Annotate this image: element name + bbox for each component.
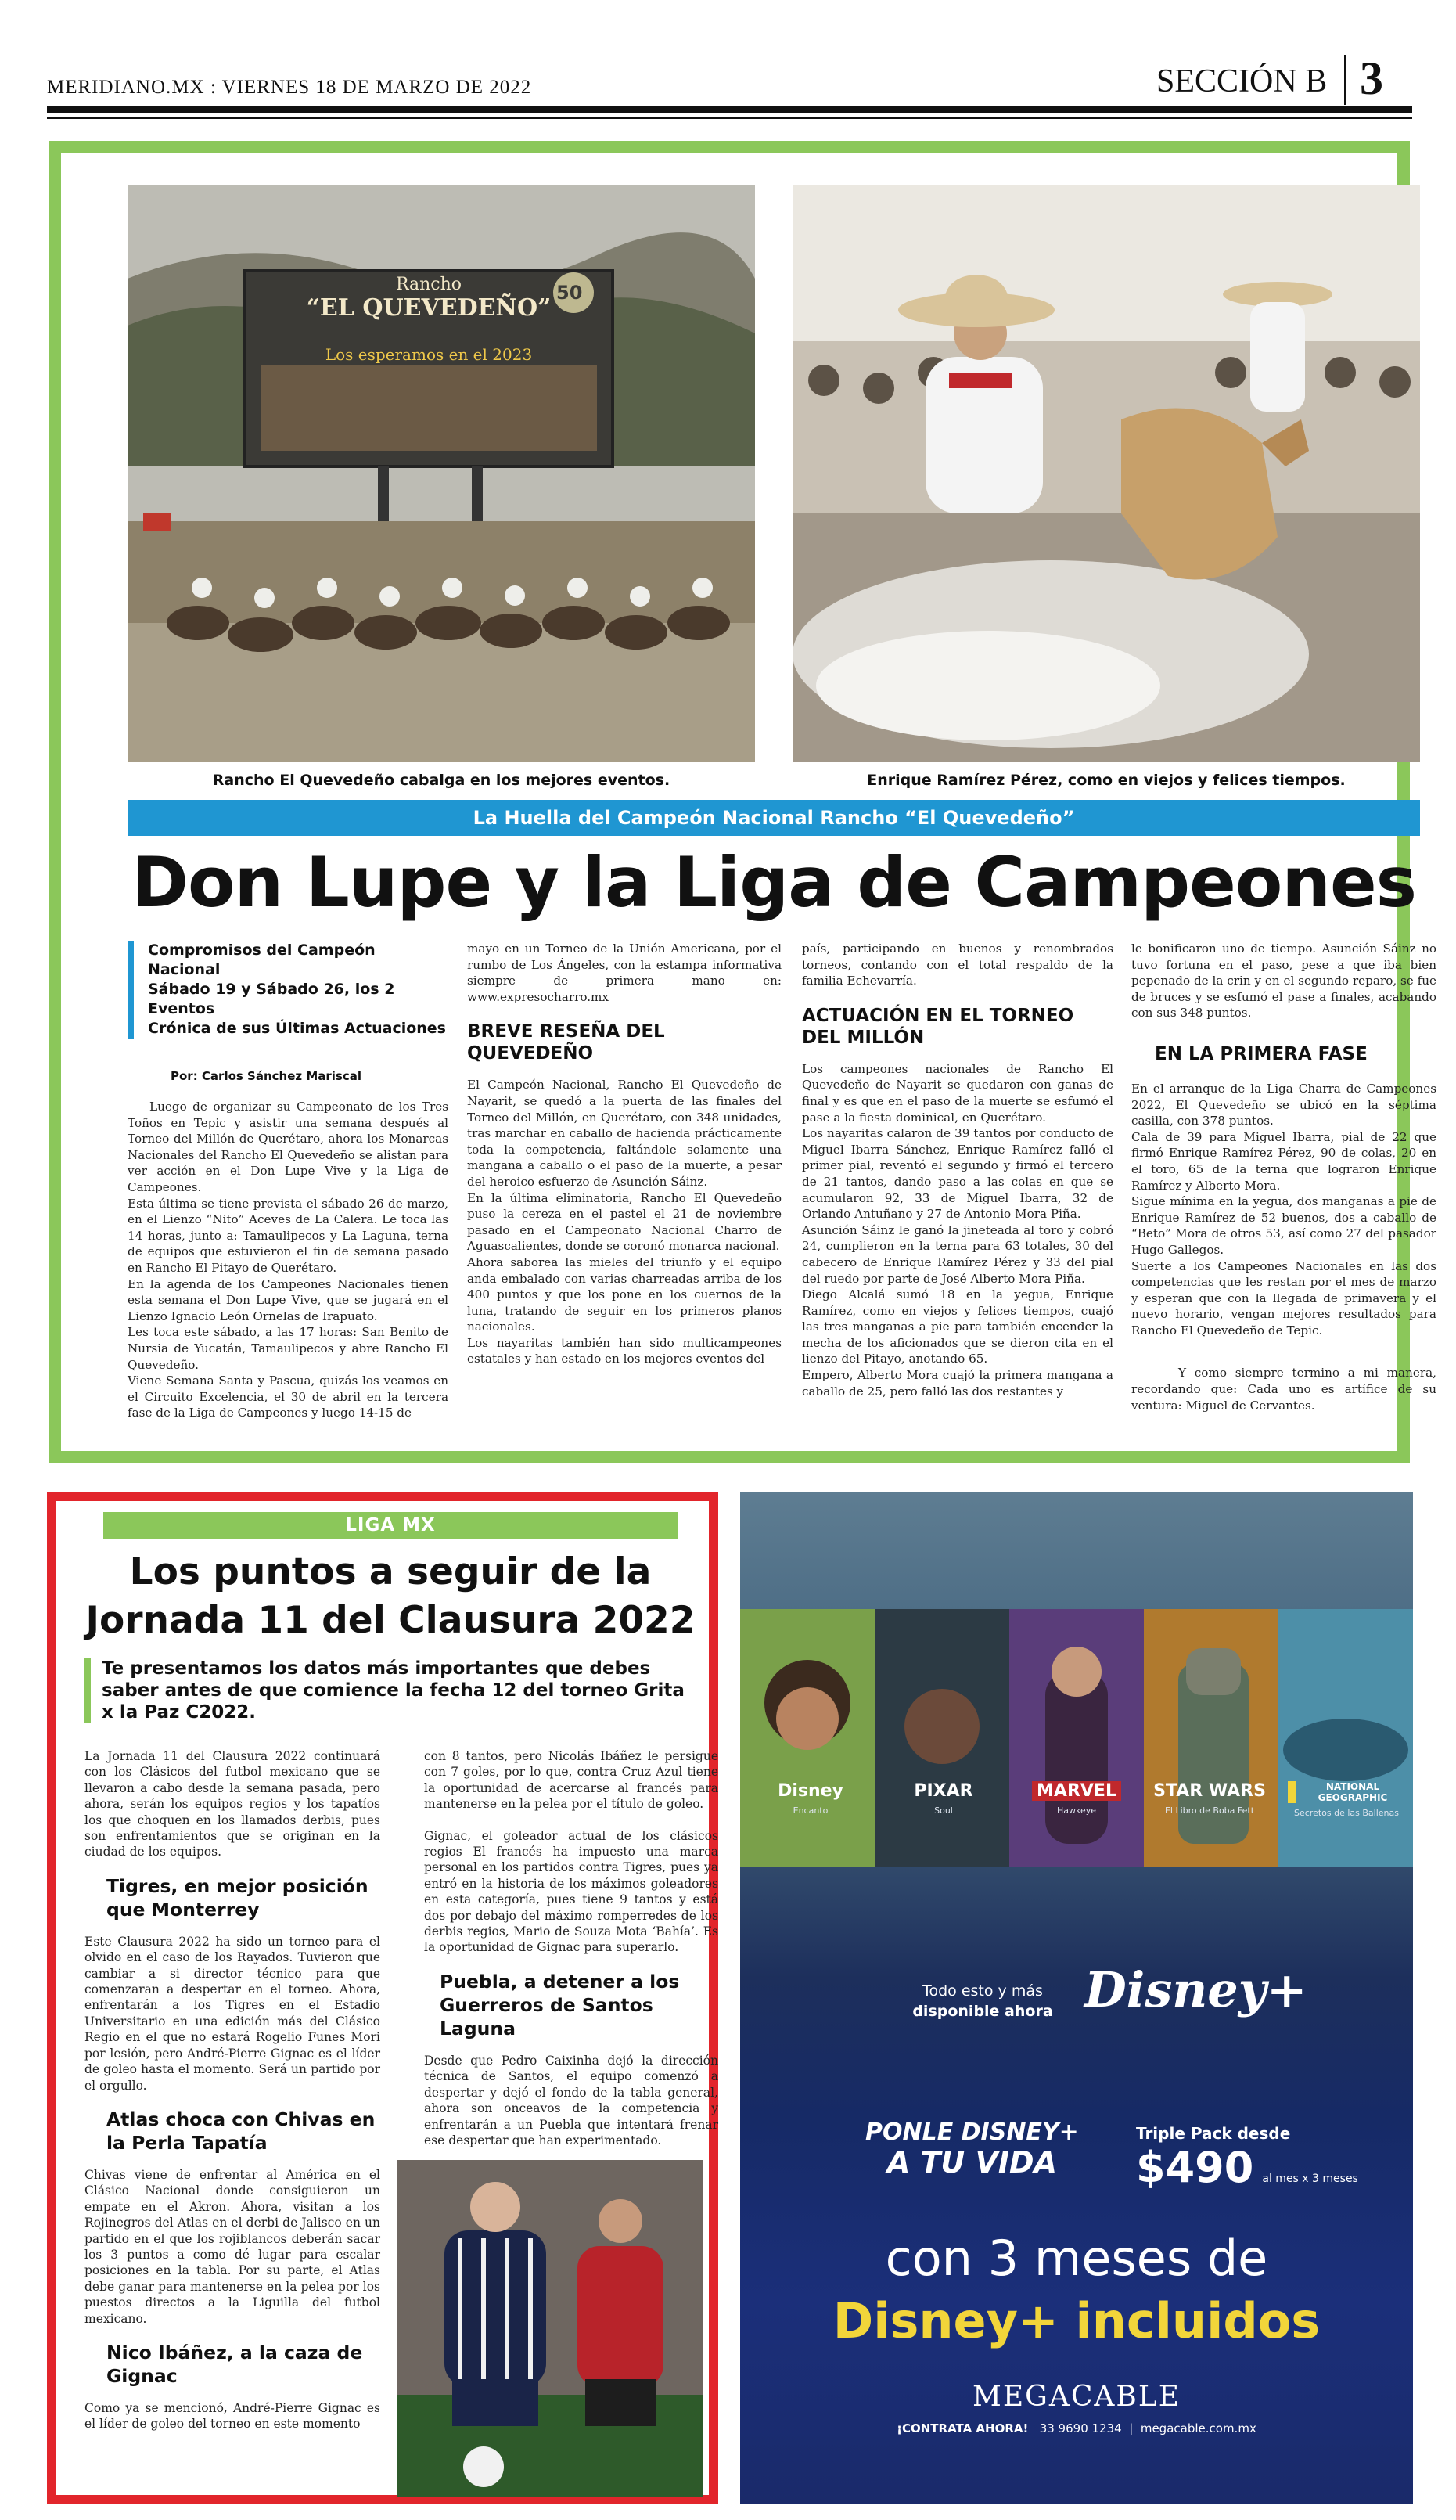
brand-name: PIXAR bbox=[914, 1781, 973, 1801]
paragraph: mayo en un Torneo de la Unión Americana, por el rumbo de Los Ángeles, con la estampa informativa siempre de primera mano en: www.expresocharro.mx bbox=[467, 941, 782, 1004]
photo-charro-rider bbox=[793, 185, 1420, 762]
photo1-caption: Rancho El Quevedeño cabalga en los mejores eventos. bbox=[212, 772, 670, 789]
section-label: SECCIÓN B bbox=[1156, 63, 1328, 99]
sign-line-3: Los esperamos en el 2023 bbox=[325, 345, 533, 364]
offer-line-1: con 3 meses de bbox=[885, 2230, 1268, 2287]
subheading-puebla: Puebla, a detener a los Guerreros de Santos Laguna bbox=[440, 1970, 680, 2039]
paragraph: Les toca este sábado, a las 17 horas: San Benito de Nursia de Yucatán, Tamaulipecos y abre Rancho El Quevedeño. bbox=[128, 1325, 448, 1372]
kicker-line-1: Compromisos del Campeón Nacional bbox=[148, 941, 376, 978]
subheading-atlas: Atlas choca con Chivas en la Perla Tapatía bbox=[106, 2108, 376, 2154]
header-rule-thin bbox=[47, 117, 1412, 119]
paragraph-closing: Y como siempre termino a mi manera, recordando que: Cada uno es artífice de su ventura: Miguel de Cervantes. bbox=[1131, 1366, 1436, 1413]
photo1-illustration bbox=[128, 185, 755, 762]
brand-title: Encanto bbox=[793, 1805, 829, 1816]
publication-date: MERIDIANO.MX : VIERNES 18 DE MARZO DE 2022 bbox=[47, 77, 532, 98]
paragraph: Esta última se tiene prevista el sábado 26 de marzo, en el Lienzo “Nito” Aceves de La Calera. Le toca las 14 horas, junto a: Tamaulipecos y La Laguna, terna de equipos que estuvieron el fin de semana pasado en Rancho El Pitayo de Querétaro. bbox=[128, 1196, 448, 1275]
sign-badge: 50 bbox=[556, 282, 583, 304]
page-header bbox=[0, 0, 1456, 125]
slogan-line-2: A TU VIDA bbox=[886, 2145, 1057, 2180]
subheading-primera-fase: EN LA PRIMERA FASE bbox=[1155, 1043, 1368, 1064]
brand-title: Secretos de las Ballenas bbox=[1294, 1808, 1399, 1818]
kicker-line-3: Crónica de sus Últimas Actuaciones bbox=[148, 1020, 446, 1037]
ad-offer bbox=[740, 2227, 1413, 2353]
paragraph: Los campeones nacionales de Rancho El Quevedeño de Nayarit se quedaron con ganas de final y es que en el paso de la muerte se esfumó el pase a la fiesta dominical, en Querétaro. bbox=[802, 1061, 1113, 1125]
paragraph: En el arranque de la Liga Charra de Campeones 2022, El Quevedeño se ubicó en la séptima casilla, con 378 puntos. bbox=[1131, 1081, 1436, 1129]
liga-headline: Los puntos a seguir de la Jornada 11 del Clausura 2022 bbox=[85, 1550, 696, 1642]
liga-mx-article bbox=[47, 1492, 718, 2504]
subheading-millon: ACTUACIÓN EN EL TORNEO DEL MILLÓN bbox=[802, 1005, 1074, 1048]
ad-contact: ¡CONTRATA AHORA! 33 9690 1234 | megacable.com.mx bbox=[897, 2421, 1256, 2435]
feature-headline: Don Lupe y la Liga de Campeones bbox=[131, 842, 1417, 923]
contact-phone: 33 9690 1234 bbox=[1039, 2421, 1122, 2435]
paragraph: Chivas viene de enfrentar al América en el Clásico Nacional donde consiguieron un empate en el Akron. Ahora, visitan a los Rojinegros del Atlas en el derbi de Jalisco en un partido en el que los rojiblancos deberán sacar los 3 puntos a como dé lugar para escalar posiciones en la tabla. Por su parte, el Atlas debe ganar para mantenerse en la pelea por los puestos directos a la Liguilla del futbol mexicano. bbox=[84, 2167, 380, 2326]
disney-plus-logo: Disney+ bbox=[1084, 1961, 1307, 2018]
feature-column-4 bbox=[1131, 941, 1436, 1413]
feature-article bbox=[49, 141, 1436, 1463]
paragraph: Diego Alcalá sumó 18 en la yegua, Enrique Ramírez, como en viejos y felices tiempos, cuajó las tres manganas a pie para también encender la mecha de los aficionados que se dieron cita en el lienzo del Pitayo, anotando 65. bbox=[802, 1287, 1113, 1366]
contact-label: ¡CONTRATA AHORA! bbox=[897, 2421, 1029, 2435]
brand-title: Soul bbox=[934, 1805, 953, 1816]
paragraph: con 8 tantos, pero Nicolás Ibáñez le persigue con 7 goles, por lo que, contra Cruz Azul tiene la oportunidad de acercarse al francés para mantenerse en la pelea por el título de goleo. bbox=[424, 1749, 718, 1812]
liga-lead: Te presentamos los datos más importantes que debes saber antes de que comience la fecha 12 del torneo Grita x la Paz C2022. bbox=[84, 1658, 695, 1723]
contact-web: megacable.com.mx bbox=[1140, 2421, 1256, 2435]
page-number: 3 bbox=[1360, 52, 1383, 104]
liga-column-2 bbox=[424, 1748, 718, 2148]
brand-name: Disney bbox=[778, 1781, 843, 1801]
brand-title: Hawkeye bbox=[1056, 1805, 1097, 1816]
tagline-line-2: disponible ahora bbox=[912, 2003, 1053, 2020]
header-divider bbox=[1344, 55, 1346, 105]
paragraph: En la última eliminatoria, Rancho El Quevedeño puso la cereza en el pastel el 21 de noviembre pasado en el Campeonato Nacional Charro de Aguascalientes, donde se coronó monarca nacional. bbox=[467, 1190, 782, 1254]
photo2-caption: Enrique Ramírez Pérez, como en viejos y felices tiempos. bbox=[867, 772, 1346, 789]
offer-line-2: Disney+ incluidos bbox=[832, 2292, 1321, 2349]
ad-slogan bbox=[865, 2118, 1079, 2180]
paragraph: Viene Semana Santa y Pascua, quizás los veamos en el Circuito Excelencia, el 30 de abril en la tercera fase de la Liga de Campeones y luego 14-15 de bbox=[128, 1373, 448, 1420]
sign-line-2: “EL QUEVEDEÑO” bbox=[306, 294, 552, 322]
paragraph: Los nayaritas también han sido multicampeones estatales y han estado en los mejores eventos del bbox=[467, 1335, 782, 1366]
soccer-illustration bbox=[397, 2160, 703, 2497]
paragraph: Asunción Sáinz le ganó la jineteada al toro y cobró 24, cumplieron en la terna para 63 totales, 30 del cabecero de Enrique Ramírez Pérez y 33 del pial del ruedo por parte de José Alberto Mora Piña. bbox=[802, 1222, 1113, 1286]
paragraph: Suerte a los Campeones Nacionales en las dos competencias que les restan por el mes de marzo y esperan que con la llegada de primavera y el nuevo horario, vengan mejores resultados para Rancho El Quevedeño de Tepic. bbox=[1131, 1258, 1436, 1337]
megacable-disney-ad bbox=[740, 1492, 1413, 2504]
paragraph: Ahora saborea las mieles del triunfo y el equipo anda embalado con varias charreadas arriba de los 400 puntos y que los pone en los cuernos de la luna, tratando de seguir en los primeros planos nacionales. bbox=[467, 1255, 782, 1334]
header-rule bbox=[47, 106, 1412, 113]
feature-column-3 bbox=[802, 941, 1113, 1399]
paragraph: Desde que Pedro Caixinha dejó la dirección técnica de Santos, el equipo comenzó a despertar y dejó el fondo de la tabla general, ahora son onceavos de la competencia y enfrentarán a un Puebla que intentará frenar ese despertar que han experimentado. bbox=[424, 2053, 718, 2147]
section-tag: LIGA MX bbox=[103, 1512, 678, 1539]
tagline-line-1: Todo esto y más bbox=[922, 1982, 1043, 2000]
sign-line-1: Rancho bbox=[395, 275, 462, 294]
paragraph: Este Clausura 2022 ha sido un torneo para el olvido en el caso de los Rayados. Tuvieron que cambiar a si director técnico para que comenzaran a despertar en el torneo. Ahora, enfrentarán a los Tigres en el Estadio Universitario en una edición más del Clásico Regio en el que no estará Rogelio Funes Mori por lesión, pero André-Pierre Gignac es el líder de goleo hasta el momento. Será un partido por el orgullo. bbox=[84, 1934, 380, 2093]
price-value: $490 bbox=[1136, 2143, 1254, 2192]
kicker-line-2: Sábado 19 y Sábado 26, los 2 Eventos bbox=[148, 981, 395, 1017]
paragraph: La Jornada 11 del Clausura 2022 continuará con los Clásicos del futbol mexicano que se llevaron a cabo desde la semana pasada, pero ahora, serán los equipos regios y los tapatíos los que choquen en los llamados derbis, pues son enfrentamientos que se originan en la ciudad de los equipos. bbox=[84, 1749, 380, 1859]
paragraph: país, participando en buenos y renombrados torneos, contando con el total respaldo de la familia Echevarría. bbox=[802, 941, 1113, 988]
slogan-line-1: PONLE DISNEY+ bbox=[865, 2119, 1079, 2146]
soccer-photo bbox=[397, 2160, 703, 2497]
photo-rancho-parade bbox=[128, 185, 755, 762]
brand-natgeo bbox=[1288, 1781, 1405, 1818]
megacable-logo: MEGACABLE bbox=[972, 2381, 1181, 2413]
subheading-tigres: Tigres, en mejor posición que Monterrey bbox=[106, 1874, 368, 1921]
ad-brand-row bbox=[740, 1781, 1413, 1867]
brand-name: STAR WARS bbox=[1153, 1781, 1266, 1801]
brand-disney bbox=[756, 1781, 865, 1816]
paragraph: Cala de 39 para Miguel Ibarra, pial de 22 que firmó Enrique Ramírez Pérez, 90 de colas, 20 en el toro, 65 de la terna que lograron Enrique Ramírez y Alberto Mora. bbox=[1131, 1129, 1436, 1193]
feature-banner: La Huella del Campeón Nacional Rancho “El Quevedeño” bbox=[128, 800, 1420, 836]
ad-price-block bbox=[1136, 2124, 1358, 2192]
subheading-resena: BREVE RESEÑA DEL QUEVEDEÑO bbox=[467, 1021, 665, 1064]
brand-name: NATIONAL GEOGRAPHIC bbox=[1288, 1781, 1405, 1803]
paragraph: Como ya se mencionó, André-Pierre Gignac es el líder de goleo del torneo en este momento bbox=[84, 2400, 380, 2432]
paragraph: Gignac, el goleador actual de los clásicos regios El francés ha impuesto una marca personal en los partidos contra Tigres, pues ya entró en la historia de los máximos goleadores en esta categoría, pues tiene 9 tantos y está dos por debajo del máximo romperredes de los derbis regios, Mario de Souza Mota ‘Bahía’. Es la oportunidad de Gignac para superarlo. bbox=[424, 1828, 718, 1955]
brand-marvel bbox=[1022, 1781, 1131, 1816]
ad-tagline bbox=[897, 1981, 1069, 2021]
byline: Por: Carlos Sánchez Mariscal bbox=[171, 1069, 362, 1083]
feature-column-1 bbox=[128, 1099, 448, 1421]
price-note: al mes x 3 meses bbox=[1262, 2172, 1358, 2185]
feature-column-2 bbox=[467, 941, 782, 1367]
subheading-nico: Nico Ibáñez, a la caza de Gignac bbox=[106, 2341, 363, 2387]
paragraph: En la agenda de los Campeones Nacionales tienen esta semana el Don Lupe Vive, que se jugará en el Lienzo Ignacio León Ornelas de Irapuato. bbox=[128, 1276, 448, 1323]
photo2-illustration bbox=[793, 185, 1420, 762]
brand-pixar bbox=[889, 1781, 998, 1816]
paragraph: Sigue mínima en la yegua, dos manganas a pie de Enrique Ramírez de 52 buenos, dos a caballo de “Beto” Mora de otros 53, así como 27 del pasador Hugo Gallegos. bbox=[1131, 1194, 1436, 1257]
brand-title: El Libro de Boba Fett bbox=[1164, 1805, 1255, 1816]
brand-star-wars bbox=[1147, 1781, 1272, 1816]
paragraph: Los nayaritas calaron de 39 tantos por conducto de Miguel Ibarra Sánchez, Enrique Ramírez falló el primer pial, reventó el segundo y firmó el tercero de 21 tantos, dando paso a las colas en que se acumularon 92, 33 de Miguel Ibarra, 32 de Orlando Antuñano y 27 de Antonio Mora Piña. bbox=[802, 1126, 1113, 1222]
rancho-sign bbox=[253, 275, 605, 364]
brand-name: MARVEL bbox=[1032, 1781, 1121, 1801]
paragraph: le bonificaron uno de tiempo. Asunción Sáinz no tuvo fortuna en el paso, pese a que iba bien pepenado de la crin y en el segundo reparo, se fue de bruces y se esfumó el pase a finales, acabando con sus 348 puntos. bbox=[1131, 941, 1436, 1021]
paragraph: Empero, Alberto Mora cuajó la primera mangana a caballo de 25, pero falló las dos restantes y bbox=[802, 1368, 1113, 1399]
feature-kicker bbox=[128, 941, 448, 1039]
liga-column-1 bbox=[84, 1748, 380, 2432]
price-label: Triple Pack desde bbox=[1136, 2124, 1291, 2143]
paragraph: Luego de organizar su Campeonato de los Tres Toños en Tepic y asistir una semana después al Torneo del Millón de Querétaro, ahora los Monarcas Nacionales del Rancho El Quevedeño se alistan para ver acción en el Don Lupe Vive y la Liga de Campeones. bbox=[128, 1100, 448, 1194]
paragraph: El Campeón Nacional, Rancho El Quevedeño de Nayarit, se quedó a la puerta de las finales del Torneo del Millón, en Querétaro, con 348 unidades, tras marchar en caballo de hacienda prácticamente toda la competencia, faltándole solamente una mangana a caballo o el paso de la muerte, a pesar del heroico esfuerzo de Asunción Sáinz. bbox=[467, 1078, 782, 1189]
